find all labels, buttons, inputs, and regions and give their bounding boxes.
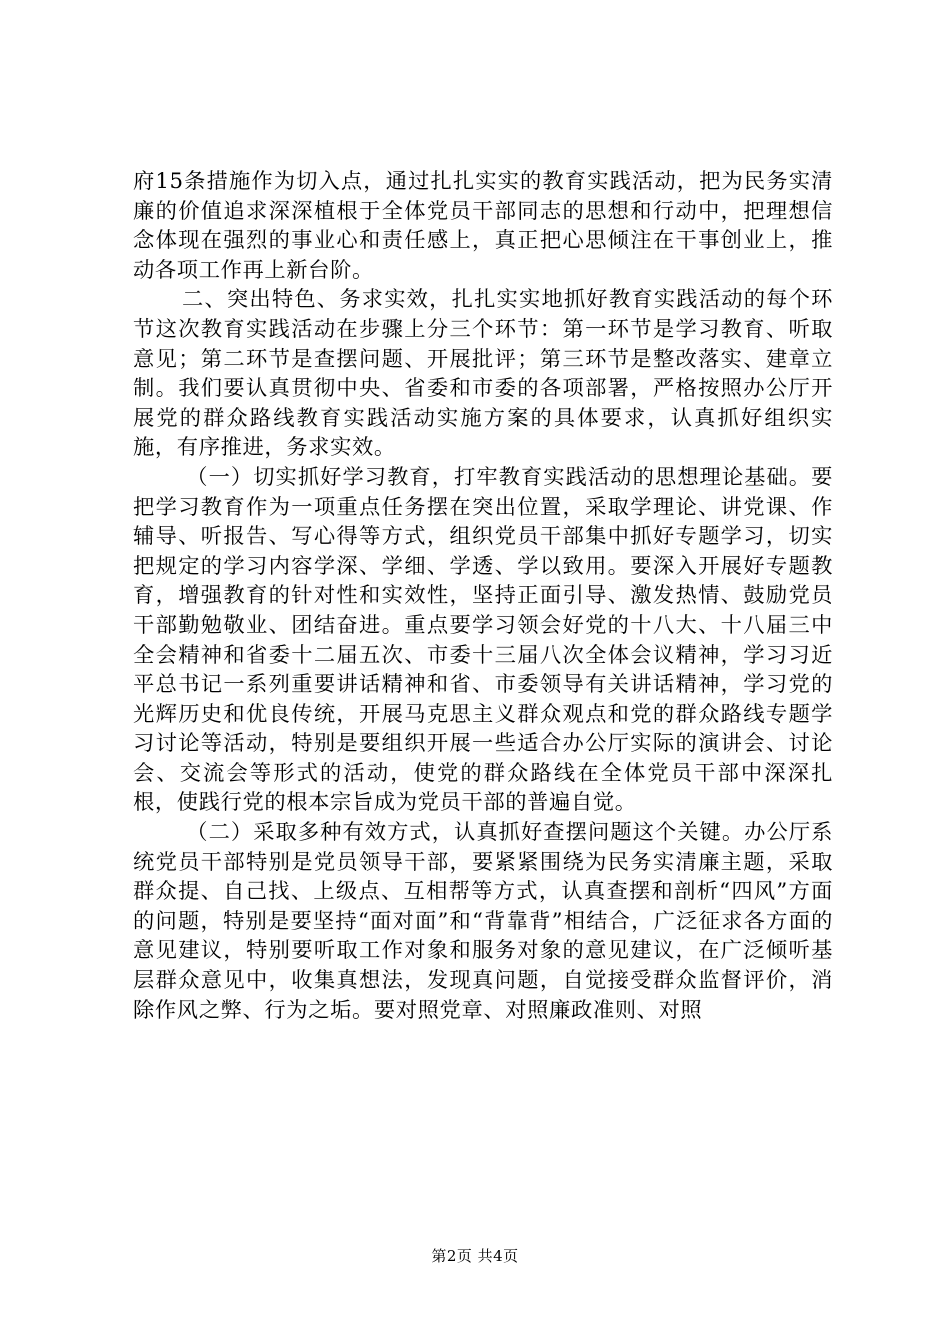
paragraph-continuation: 府15条措施作为切入点，通过扎扎实实的教育实践活动，把为民务实清廉的价值追求深深植根于全体党员干部同志的思想和行动中，把理想信念体现在强烈的事业心和责任感上，真正把心思倾注在干事创业上，推动各项工作再上新台阶。 (133, 169, 833, 283)
paragraph-section-two: 二、突出特色、务求实效，扎扎实实地抓好教育实践活动的每个环节这次教育实践活动在步骤上分三个环节：第一环节是学习教育、听取意见；第二环节是查摆问题、开展批评；第三环节是整改落实、建章立制。我们要认真贯彻中央、省委和市委的各项部署，严格按照办公厅开展党的群众路线教育实践活动实施方案的具体要求，认真抓好组织实施，有序推进，务求实效。 (133, 287, 833, 461)
paragraph-item-one: （一）切实抓好学习教育，打牢教育实践活动的思想理论基础。要把学习教育作为一项重点任务摆在突出位置，采取学理论、讲党课、作辅导、听报告、写心得等方式，组织党员干部集中抓好专题学习，切实把规定的学习内容学深、学细、学透、学以致用。要深入开展好专题教育，增强教育的针对性和实效性，坚持正面引导、激发热情、鼓励党员干部勤勉敬业、团结奋进。重点要学习领会好党的十八大、十八届三中全会精神和省委十二届五次、市委十三届八次全体会议精神，学习习近平总书记一系列重要讲话精神和省、市委领导有关讲话精神，学习党的光辉历史和优良传统，开展马克思主义群众观点和党的群众路线专题学习讨论等活动，特别是要组织开展一些适合办公厅实际的演讲会、讨论会、交流会等形式的活动，使党的群众路线在全体党员干部中深深扎根，使践行党的根本宗旨成为党员干部的普遍自觉。 (133, 464, 833, 816)
document-body (133, 167, 833, 1025)
paragraph-item-two: （二）采取多种有效方式，认真抓好查摆问题这个关键。办公厅系统党员干部特别是党员领导干部，要紧紧围绕为民务实清廉主题，采取群众提、自己找、上级点、互相帮等方式，认真查摆和剖析“四风”方面的问题，特别是要坚持“面对面”和“背靠背”相结合，广泛征求各方面的意见建议，特别要听取工作对象和服务对象的意见建议，在广泛倾听基层群众意见中，收集真想法，发现真问题，自觉接受群众监督评价，消除作风之弊、行为之垢。要对照党章、对照廉政准则、对照 (133, 820, 833, 1023)
page-number-footer: 第2页 共4页 (431, 1247, 519, 1265)
